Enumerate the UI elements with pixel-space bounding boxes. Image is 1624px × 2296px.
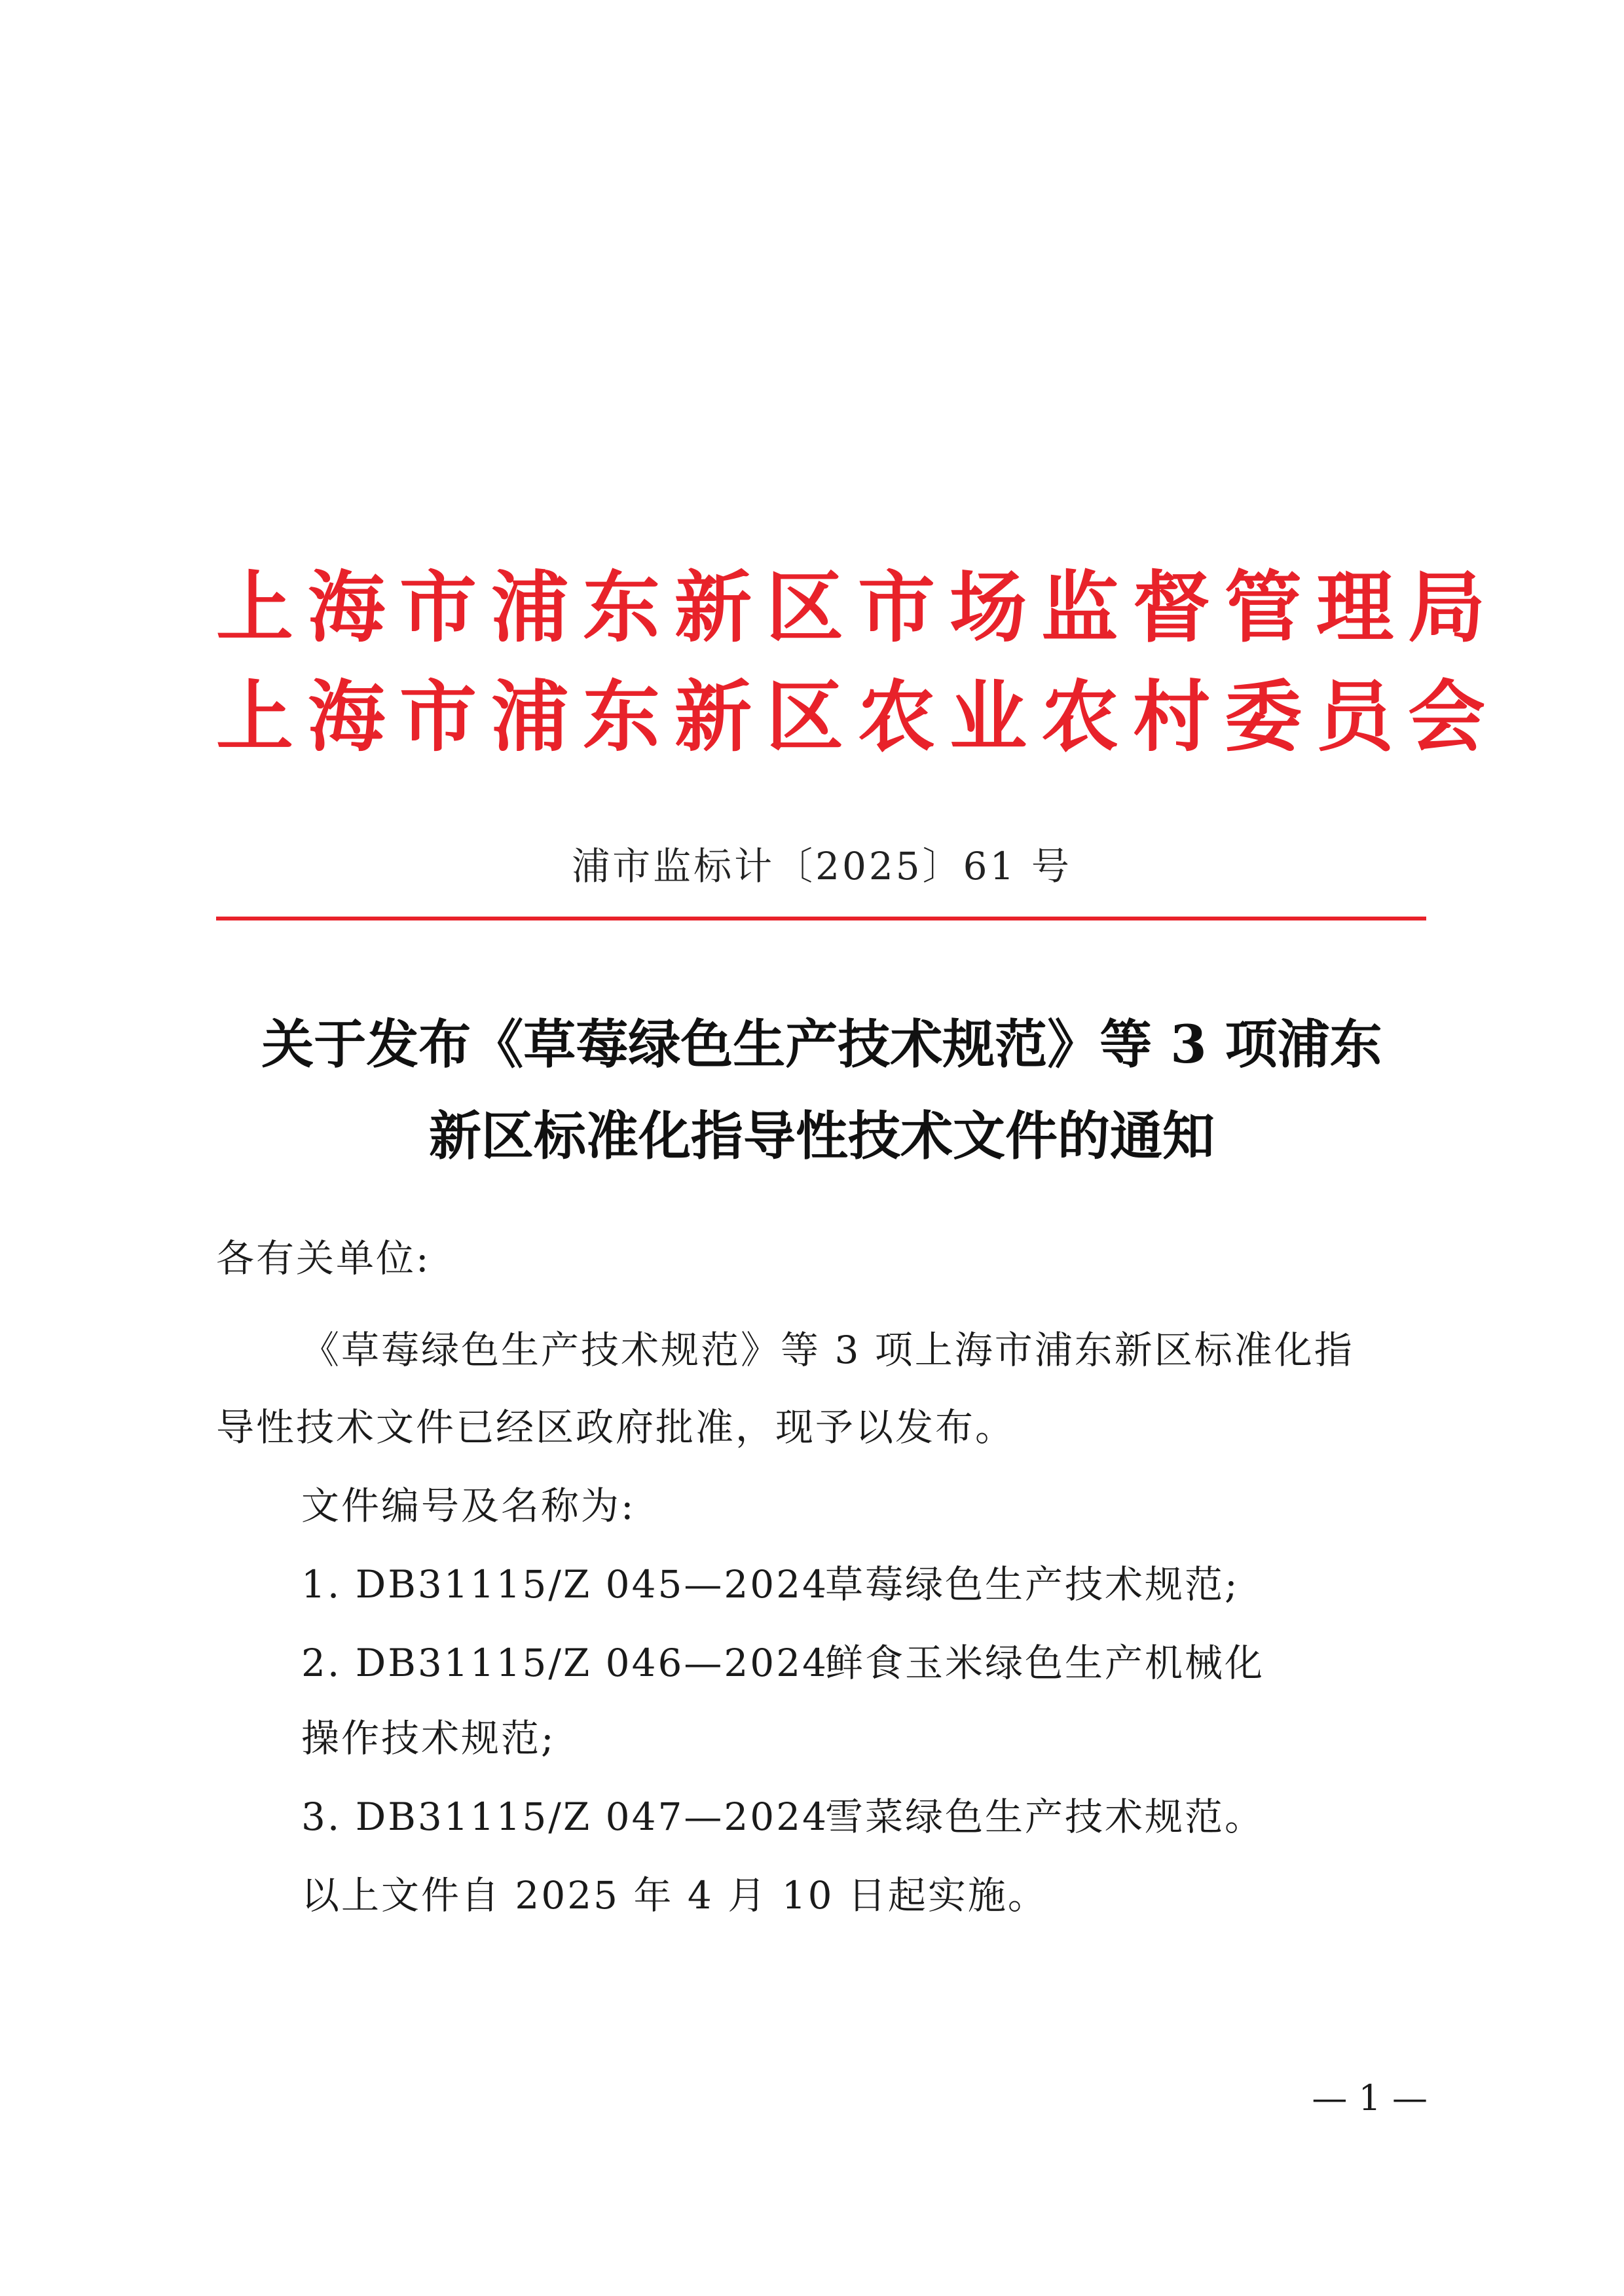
- list-item: [301, 1558, 1240, 1611]
- list-heading: 文件编号及名称为:: [301, 1484, 636, 1528]
- list-item-continuation: 操作技术规范;: [301, 1716, 556, 1760]
- document-title-line-2: 新区标准化指导性技术文件的通知: [429, 1105, 1215, 1167]
- red-divider-line: [216, 917, 1426, 920]
- standard-code: 2. DB31115/Z 046—2024: [301, 1641, 828, 1685]
- page-number: — 1 —: [1312, 2077, 1428, 2119]
- standard-code: 1. DB31115/Z 045—2024: [301, 1562, 828, 1607]
- salutation: 各有关单位:: [216, 1236, 431, 1281]
- document-number: 浦市监标计〔2025〕61 号: [572, 844, 1072, 888]
- document-title-line-1: 关于发布《草莓绿色生产技术规范》等 3 项浦东: [261, 1013, 1382, 1075]
- standard-name: 鲜食玉米绿色生产机械化: [825, 1641, 1265, 1685]
- effective-date-statement: 以上文件自 2025 年 4 月 10 日起实施。: [301, 1873, 1048, 1918]
- standard-code: 3. DB31115/Z 047—2024: [301, 1795, 828, 1839]
- standard-name: 草莓绿色生产技术规范;: [825, 1562, 1240, 1607]
- intro-paragraph-line-1: 《草莓绿色生产技术规范》等 3 项上海市浦东新区标准化指: [301, 1328, 1354, 1372]
- standard-name: 雪菜绿色生产技术规范。: [825, 1795, 1265, 1839]
- issuer-name-agriculture-committee: 上海市浦东新区农业农村委员会: [216, 672, 1500, 762]
- intro-paragraph-line-2: 导性技术文件已经区政府批准，现予以发布。: [216, 1405, 1016, 1449]
- list-item: [301, 1791, 1264, 1843]
- issuer-name-market-supervision: 上海市浦东新区市场监督管理局: [216, 562, 1500, 653]
- list-item: [301, 1637, 1264, 1689]
